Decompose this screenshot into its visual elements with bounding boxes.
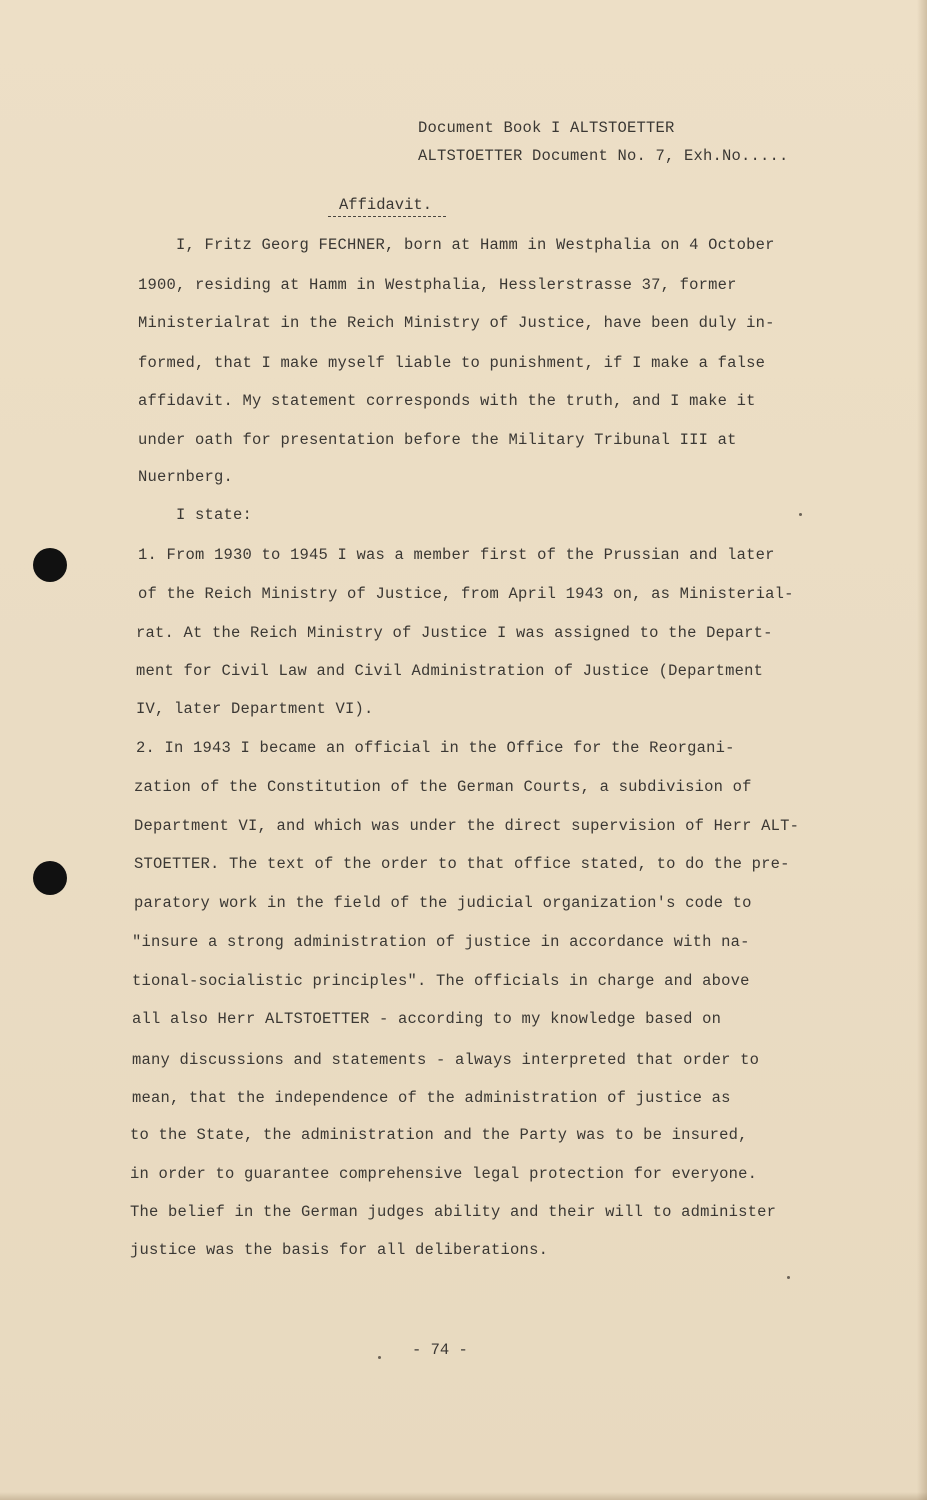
body-line: of the Reich Ministry of Justice, from April 1943 on, as Ministerial-	[138, 585, 794, 603]
body-line: under oath for presentation before the Military Tribunal III at	[138, 431, 737, 449]
body-line: 2. In 1943 I became an official in the Office for the Reorgani-	[136, 739, 735, 757]
body-line: 1. From 1930 to 1945 I was a member first of the Prussian and later	[138, 546, 775, 564]
page-edge-shadow-right	[917, 0, 927, 1500]
header-document-number: ALTSTOETTER Document No. 7, Exh.No.....	[418, 147, 789, 165]
body-line: rat. At the Reich Ministry of Justice I was assigned to the Depart-	[136, 624, 773, 642]
body-line: zation of the Constitution of the German Courts, a subdivision of	[134, 778, 752, 796]
body-line: Nuernberg.	[138, 468, 234, 486]
body-line: 1900, residing at Hamm in Westphalia, Hesslerstrasse 37, former	[138, 276, 737, 294]
paper-speck	[378, 1356, 381, 1359]
body-line: affidavit. My statement corresponds with the truth, and I make it	[138, 392, 756, 410]
body-line: The belief in the German judges ability and their will to administer	[130, 1203, 777, 1221]
punch-hole-bottom	[33, 861, 67, 895]
paper-speck	[787, 1276, 790, 1279]
body-line: paratory work in the field of the judicial organization's code to	[134, 894, 752, 912]
page-edge-shadow-bottom	[0, 1492, 927, 1500]
body-line: I, Fritz Georg FECHNER, born at Hamm in Westphalia on 4 October	[176, 236, 775, 254]
body-line: STOETTER. The text of the order to that office stated, to do the pre-	[134, 855, 790, 873]
body-line: many discussions and statements - always interpreted that order to	[132, 1051, 760, 1069]
header-document-book: Document Book I ALTSTOETTER	[418, 119, 675, 137]
body-line: to the State, the administration and the Party was to be insured,	[130, 1126, 748, 1144]
body-line: formed, that I make myself liable to punishment, if I make a false	[138, 354, 766, 372]
affidavit-title: Affidavit.	[339, 196, 433, 214]
body-line: "insure a strong administration of justice in accordance with na-	[132, 933, 750, 951]
page-number: - 74 -	[412, 1341, 468, 1359]
body-line: justice was the basis for all deliberations.	[130, 1241, 549, 1259]
body-line: all also Herr ALTSTOETTER - according to my knowledge based on	[132, 1010, 722, 1028]
body-line: IV, later Department VI).	[136, 700, 374, 718]
body-line: ment for Civil Law and Civil Administration of Justice (Department	[136, 662, 764, 680]
body-line: I state:	[176, 506, 253, 524]
body-line: mean, that the independence of the administration of justice as	[132, 1089, 731, 1107]
punch-hole-top	[33, 548, 67, 582]
body-line: Department VI, and which was under the direct supervision of Herr ALT-	[134, 817, 800, 835]
paper-speck	[799, 513, 802, 516]
body-line: in order to guarantee comprehensive legal protection for everyone.	[130, 1165, 758, 1183]
body-line: tional-socialistic principles". The officials in charge and above	[132, 972, 750, 990]
body-line: Ministerialrat in the Reich Ministry of Justice, have been duly in-	[138, 314, 775, 332]
title-underline	[328, 216, 446, 217]
